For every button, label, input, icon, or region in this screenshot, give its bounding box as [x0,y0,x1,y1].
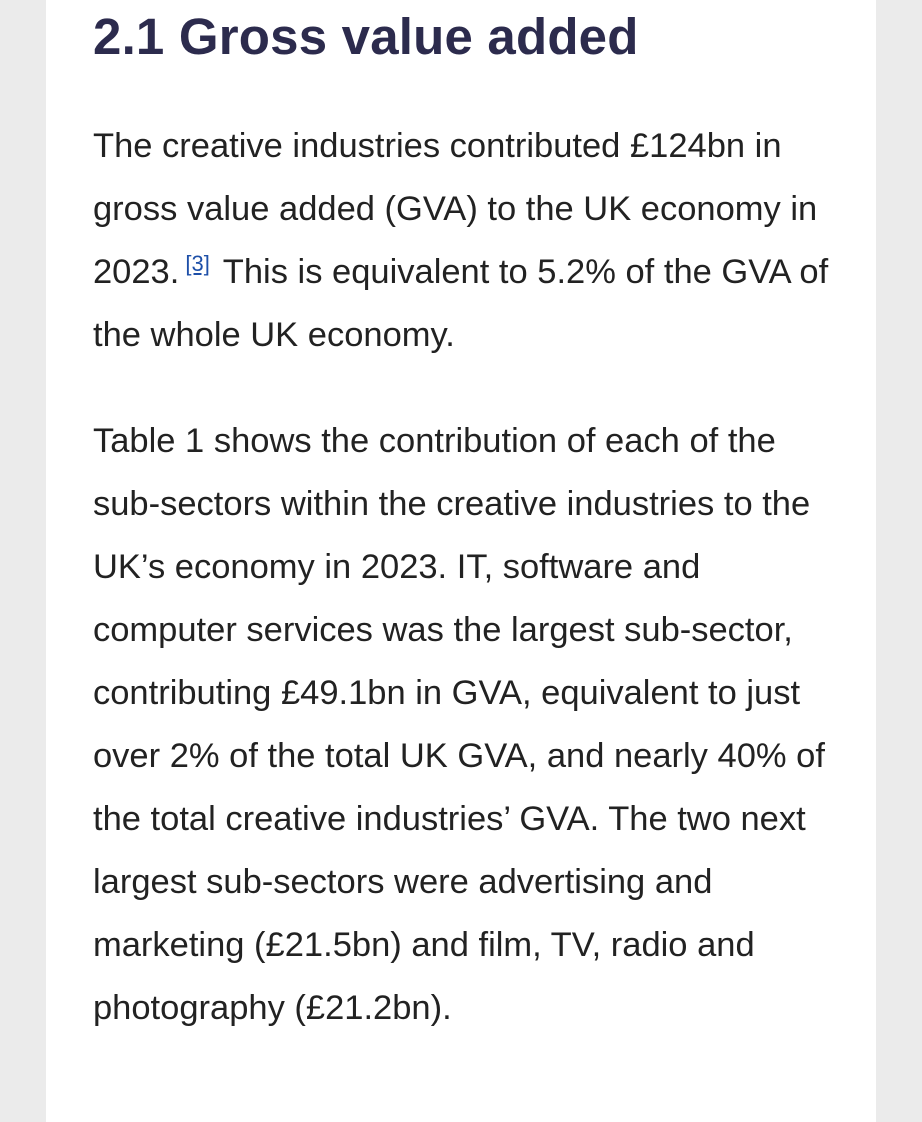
paragraph-gva-total [93,115,833,367]
paragraph-sub-sectors: Table 1 shows the contribution of each of the sub-sectors within the creative industries to the UK’s economy in 2023. IT, software and computer services was the largest sub-sector, contributing £49.1bn in GVA, equivalent to just over 2% of the total UK GVA, and nearly 40% of the total creative industries’ GVA. The two next largest sub-sectors were advertising and marketing (£21.5bn) and film, TV, radio and photography (£21.2bn). [93,422,825,1027]
section-heading: 2.1 Gross value added [93,8,639,65]
paragraph-text: The creative industries contributed £124bn in gross value added (GVA) to the UK economy in 2023. [93,127,818,291]
document-page [46,0,876,1122]
paragraph-text: This is equivalent to 5.2% of the GVA of the whole UK economy. [93,253,829,354]
footnote-link[interactable]: [3] [185,251,210,276]
